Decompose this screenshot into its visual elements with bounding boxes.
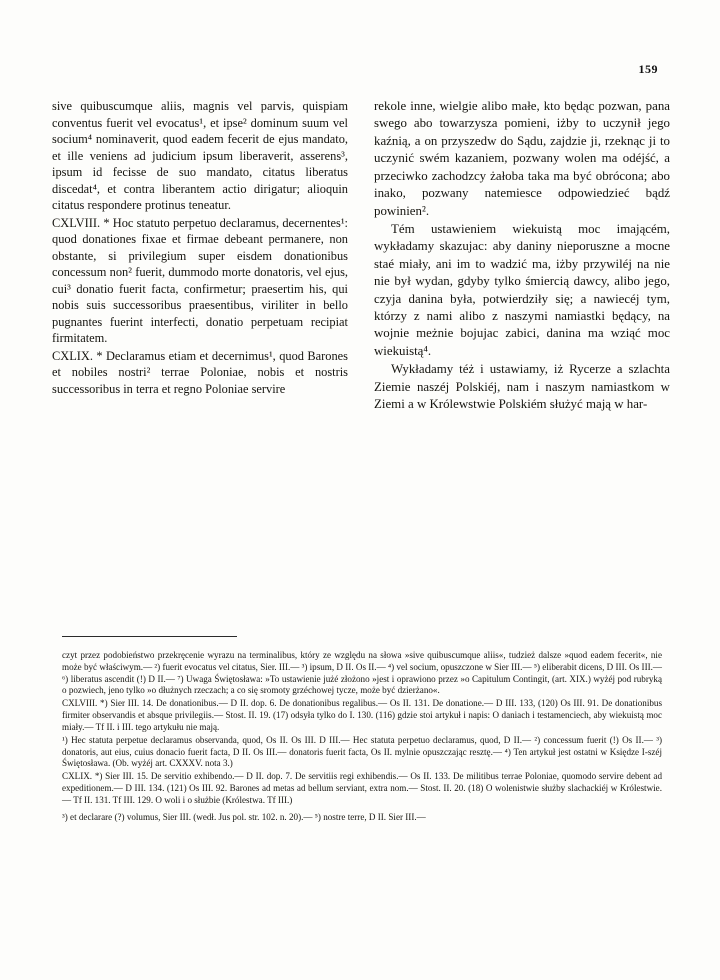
footnote: ¹) Hec statuta perpetue declaramus observanda, quod, Os II. Os III. D III.— Hec statuta perpetuo declaramus, quod, D II.— ²) concessum fuerit (!) Os II.— ³) donatoris, aut eius, cuius donacio fuerit facta, D II. Os III.— donatoris fuerit facta, Os II. mylnie opuszczając resztę.— ⁴) Ten artykuł jest ostatni w Księdze I-széj Świętosława. (Ob. wyżéj art. CXXXV. nota 3.): [62, 734, 662, 769]
two-column-body: [52, 98, 670, 414]
paragraph: rekole inne, wielgie alibo małe, kto będąc pozwan, pana swego abo towarzysza pomieni, iżby to uczynił jego kaźnią, a on przyszedw do Sądu, zajdzie ji, rzeknąc ji to uczynić swém kazaniem, pozwany wolen ma odéjść, a przeciwko zachodzcy żałoba taka ma być obrócona; abo inako, pozwany natemiesce odpowiedzieć bądź powinien².: [374, 99, 670, 218]
page-number: 159: [638, 62, 658, 76]
section-cxlix: CXLIX. * Declaramus etiam et decernimus¹, quod Barones et nobiles nostri² terrae Poloniae, nobis et nostris successoribus in terra et regno Poloniae servire: [52, 348, 348, 396]
section-cxlviii: CXLVIII. * Hoc statuto perpetuo declaramus, decernentes¹: quod donationes fixae et firmae debeant permanere, non obstante, si privilegium super eisdem donationibus concessum non² fuerit, dummodo morte donatoris, vel ejus, cui³ donatio fuerit facta, confirmetur; praesertim his, qui nobis suis successoribus praesentibus, viriliter in bello pugnantes fuerint interfecti, donatio perpetuam recipiat firmitatem.: [52, 215, 348, 345]
paragraph: Tém ustawieniem wiekuistą moc imającém, wykładamy skazujac: aby daniny nieporuszne a mocne staé miały, ani im to wadzić ma, iżby przywiléj na nie nie był wydan, gdyby tylko śmiercią dawcy, alibo jego, czyja danina była, potwierdziły się; a nawiecéj tym, którzy z nami alibo z naszymi namiastki będący, na wojnie meżnie bojujac zabici, danina ma wziąć moc wiekuistą⁴.: [374, 221, 670, 358]
footnotes-block: [62, 650, 662, 824]
paragraph: sive quibuscumque aliis, magnis vel parvis, quispiam conventus fuerit vel evocatus¹, et ipse² dominum suum vel socium⁴ nominaverit, quod eadem fecerit de ejus mandato, et ille veniens ad judicium ipsum liberaverit, asserens³, ipsum id fecisse de suo mandato, citatus liberatus discedat⁴, et contra liberantem actio dirigatur; alioquin citatus respondere protinus teneatur.: [52, 99, 348, 212]
footnote: CXLIX. *) Sier III. 15. De servitio exhibendo.— D II. dop. 7. De servitiis regi exhibendis.— Os II. 133. De militibus terrae Poloniae, quomodo servire debent ad expeditionem.— D III. 134. (121) Os III. 92. Barones ad metas ad bellum serviant, extra nom.— Stost. II. 20. (18) O wolenistwie służby slachackiéj w Królestwie.— Tf II. 131. Tf III. 129. O woli i o służbie (Królestwa. Tf III.): [62, 771, 662, 805]
footnote: czyt przez podobieństwo przekręcenie wyrazu na terminalibus, który ze względu na słowa »sive quibuscumque aliis«, tudzież dalsze »quod eadem fecerit«, nie może być właściwym.— ²) fuerit evocatus vel citatus, Sier. III.— ³) ipsum, D II. Os II.— ⁴) vel socium, opuszczone w Sier III.— ⁵) eliberabit dicens, D III. Os III.— ⁶) liberatus ascendit (!) D II.— ⁷) Uwaga Świętosława: »To ustawienie jużé złożono »jest i oprawiono przez »o Capitulum Contingit, (art. XIX.) wyżéj pod rubryką o pozwiech, jeno tylko »o dłużnych rzeczach; a co się sromoty grzéchowej tycze, może być dzierżano«.: [62, 650, 662, 696]
right-column: [374, 98, 670, 414]
left-column: [52, 98, 348, 414]
footnote: ³) et declarare (?) volumus, Sier III. (wedł. Jus pol. str. 102. n. 20).— ⁵) nostre terre, D II. Sier III.—: [62, 811, 426, 822]
footnote: CXLVIII. *) Sier III. 14. De donationibus.— D II. dop. 6. De donationibus regalibus.— Os II. 131. De donatione.— D III. 133, (120) Os III. 91. De donationibus firmiter observandis et absque privilegiis.— Stost. II. 19. (17) odsyła tylko do I. 130. (116) gdzie stoi artykuł i napis: O daniach i testamenciech, aby wiekuistą moc miały.— Tf II. i III. tego artykułu nie mają.: [62, 698, 662, 732]
paragraph: Wykładamy téż i ustawiamy, iż Rycerze a szlachta Ziemie naszéj Polskiéj, nam i naszym namiastkom w Ziemi a w Królewstwie Polskiém służyć mają w har-: [374, 362, 670, 412]
footnote-separator-rule: [62, 636, 237, 637]
